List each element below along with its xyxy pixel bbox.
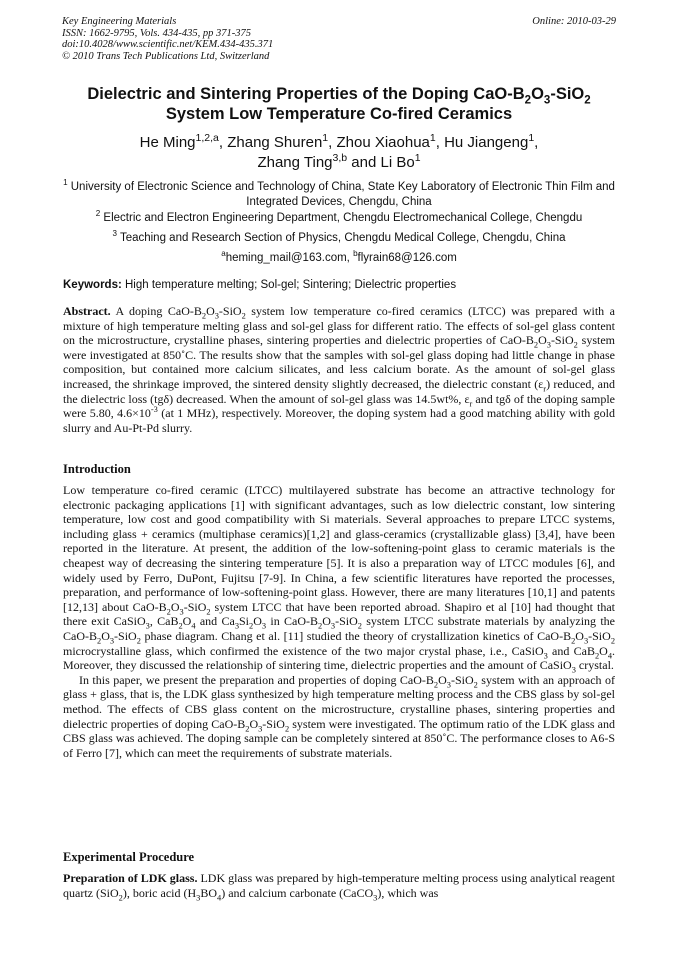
affiliation-1: $^1$ University of Electronic Science and Technology of China, State Key Laboratory of Electronic Thin Film and Integrated Devices, Chengdu, China [63, 178, 615, 208]
introduction-heading: Introduction [63, 462, 131, 476]
keywords [63, 278, 615, 293]
doi-line: doi:10.4028/www.scientific.net/KEM.434-435.371 [62, 39, 274, 50]
intro-paragraph-2: In this paper, we present the preparation and properties of doping CaO-$B_2O_3-SiO_2$ system with an approach of glass + glass, that is, the LDK glass synthesized by high temperature melting process and the CBS glass by sol-gel method. The effects of CBS glass content on the microstructure, crystalline phases, sintering properties and dielectric properties of doping CaO-$B_2O_3-SiO_2$ system were investigated. The optimum ratio of the LDK glass and CBS glass was achieved. The doping sample can be completely sintered at 850˚C. The performance closes to A6-S of Ferro [7], which can meet the requirements of substrate materials. [63, 672, 616, 760]
experimental-paragraph-1: Preparation of LDK glass. LDK glass was prepared by high-temperature melting process using analytical reagent quartz (SiO$_2$), boric acid $(H_3BO_4)$ and calcium carbonate (CaCO$_3$), which was [63, 871, 615, 902]
paper-title: Dielectric and Sintering Properties of the Doping CaO-$B_2O_3-SiO_2$ System Low Temperature Co-fired Ceramics [87, 85, 591, 123]
issn-line: ISSN: 1662-9795, Vols. 434-435, pp 371-375 [62, 27, 251, 39]
keywords-text: High temperature melting; Sol-gel; Sintering; Dielectric properties [121, 279, 457, 291]
journal-name: Key Engineering Materials [62, 16, 177, 27]
author-list: He Ming$^{1,2,a}$, Zhang Shuren$^1$, Zhou Xiaohua$^1$, Hu Jiangeng$^1$, Zhang Ting$^{3,b}$ and Li Bo$^1$ [139, 132, 539, 171]
affiliation-2: $^2$ Electric and Electron Engineering Department, Chengdu Electromechanical College, Chengdu [95, 209, 583, 224]
journal-header [62, 16, 273, 62]
intro-paragraph-1: Low temperature co-fired ceramic (LTCC) multilayered substrate has become an attractive technology for electronic packaging applications [1] with significant advantages, such as low dielectric constant, low sintering temperature, low cost and good compatibility with Si materials. Several approaches to prepare LTCC systems, including glass + ceramics (multiphase ceramics)[1,2] and glass-ceramics (crystallizable glass) [3,4], have been reported in the literature. At present, the addition of the low-softening-point glass to ceramic materials is the cheapest way of decreasing the sintering temperature [5]. It is also a preparation way of LTCC modules [6], and widely used by Ferro, DuPont, Fujitsu [7-9]. In China, a few scientific literatures have reported the processes, preparation, and performance of low-softening-point glass. However, there are many literatures [10,1] and patents [12,13] about CaO-$B_2O_3-SiO_2$ system LTCC that have been reported abroad. Shapiro et al [10] had thought that there exit CaSiO$_3$, $CaB_2O_4$ and $Ca_3Si_2O_3$ in CaO-$B_2O_3-SiO_2$ system LTCC substrate materials by analyzing the CaO-$B_2O_3-SiO_2$ phase diagram. Chang et al. [11] studied the theory of crystallization kinetics of CaO-$B_2O_3-SiO_2$ microcrystalline glass, which confirmed the existence of the two major crystal phase, i.e., CaSiO$_3$ and $CaB_2O_4$. Moreover, they discussed the relationship of sintering time, dielectric properties and the amount of CaSiO$_3$ crystal. [63, 483, 616, 675]
author-emails: $^a$heming_mail@163.com, $^b$flyrain68@126.com [221, 249, 457, 264]
online-date: Online: 2010-03-29 [532, 16, 616, 27]
introduction-section [63, 483, 615, 760]
affiliation-3: $^3$ Teaching and Research Section of Physics, Chengdu Medical College, Chengdu, China [112, 229, 566, 244]
keywords-label: Keywords: [63, 279, 122, 291]
experimental-heading: Experimental Procedure [63, 850, 195, 864]
copyright-line: © 2010 Trans Tech Publications Ltd, Switzerland [62, 50, 270, 62]
abstract: Abstract. A doping CaO-$B_2O_3-SiO_2$ system low temperature co-fired ceramics (LTCC) was prepared with a mixture of high temperature melting glass and sol-gel glass for different ratio. The effects of sol-gel glass content on the microstructure, crystalline phases, sintering properties and dielectric properties of CaO-$B_2O_3-SiO_2$ system were investigated at 850˚C. The results show that the samples with sol-gel glass doping had little change in phase composition, but contained more calcium silicates, and less calcium borate. As the amount of sol-gel glass increased, the shrinkage improved, the sintered density slightly decreased, the dielectric constant $(\varepsilon_r)$ reduced, and the dielectric loss (tgδ) decreased. When the amount of sol-gel glass was 14.5wt%, $\varepsilon_r$ and tgδ of the doping sample were 5.80, $4.6\times 10^{-3}$ (at 1 MHz), respectively. Moreover, the doping system had a good matching ability with gold slurry and Au-Pt-Pd slurry. [63, 304, 615, 435]
